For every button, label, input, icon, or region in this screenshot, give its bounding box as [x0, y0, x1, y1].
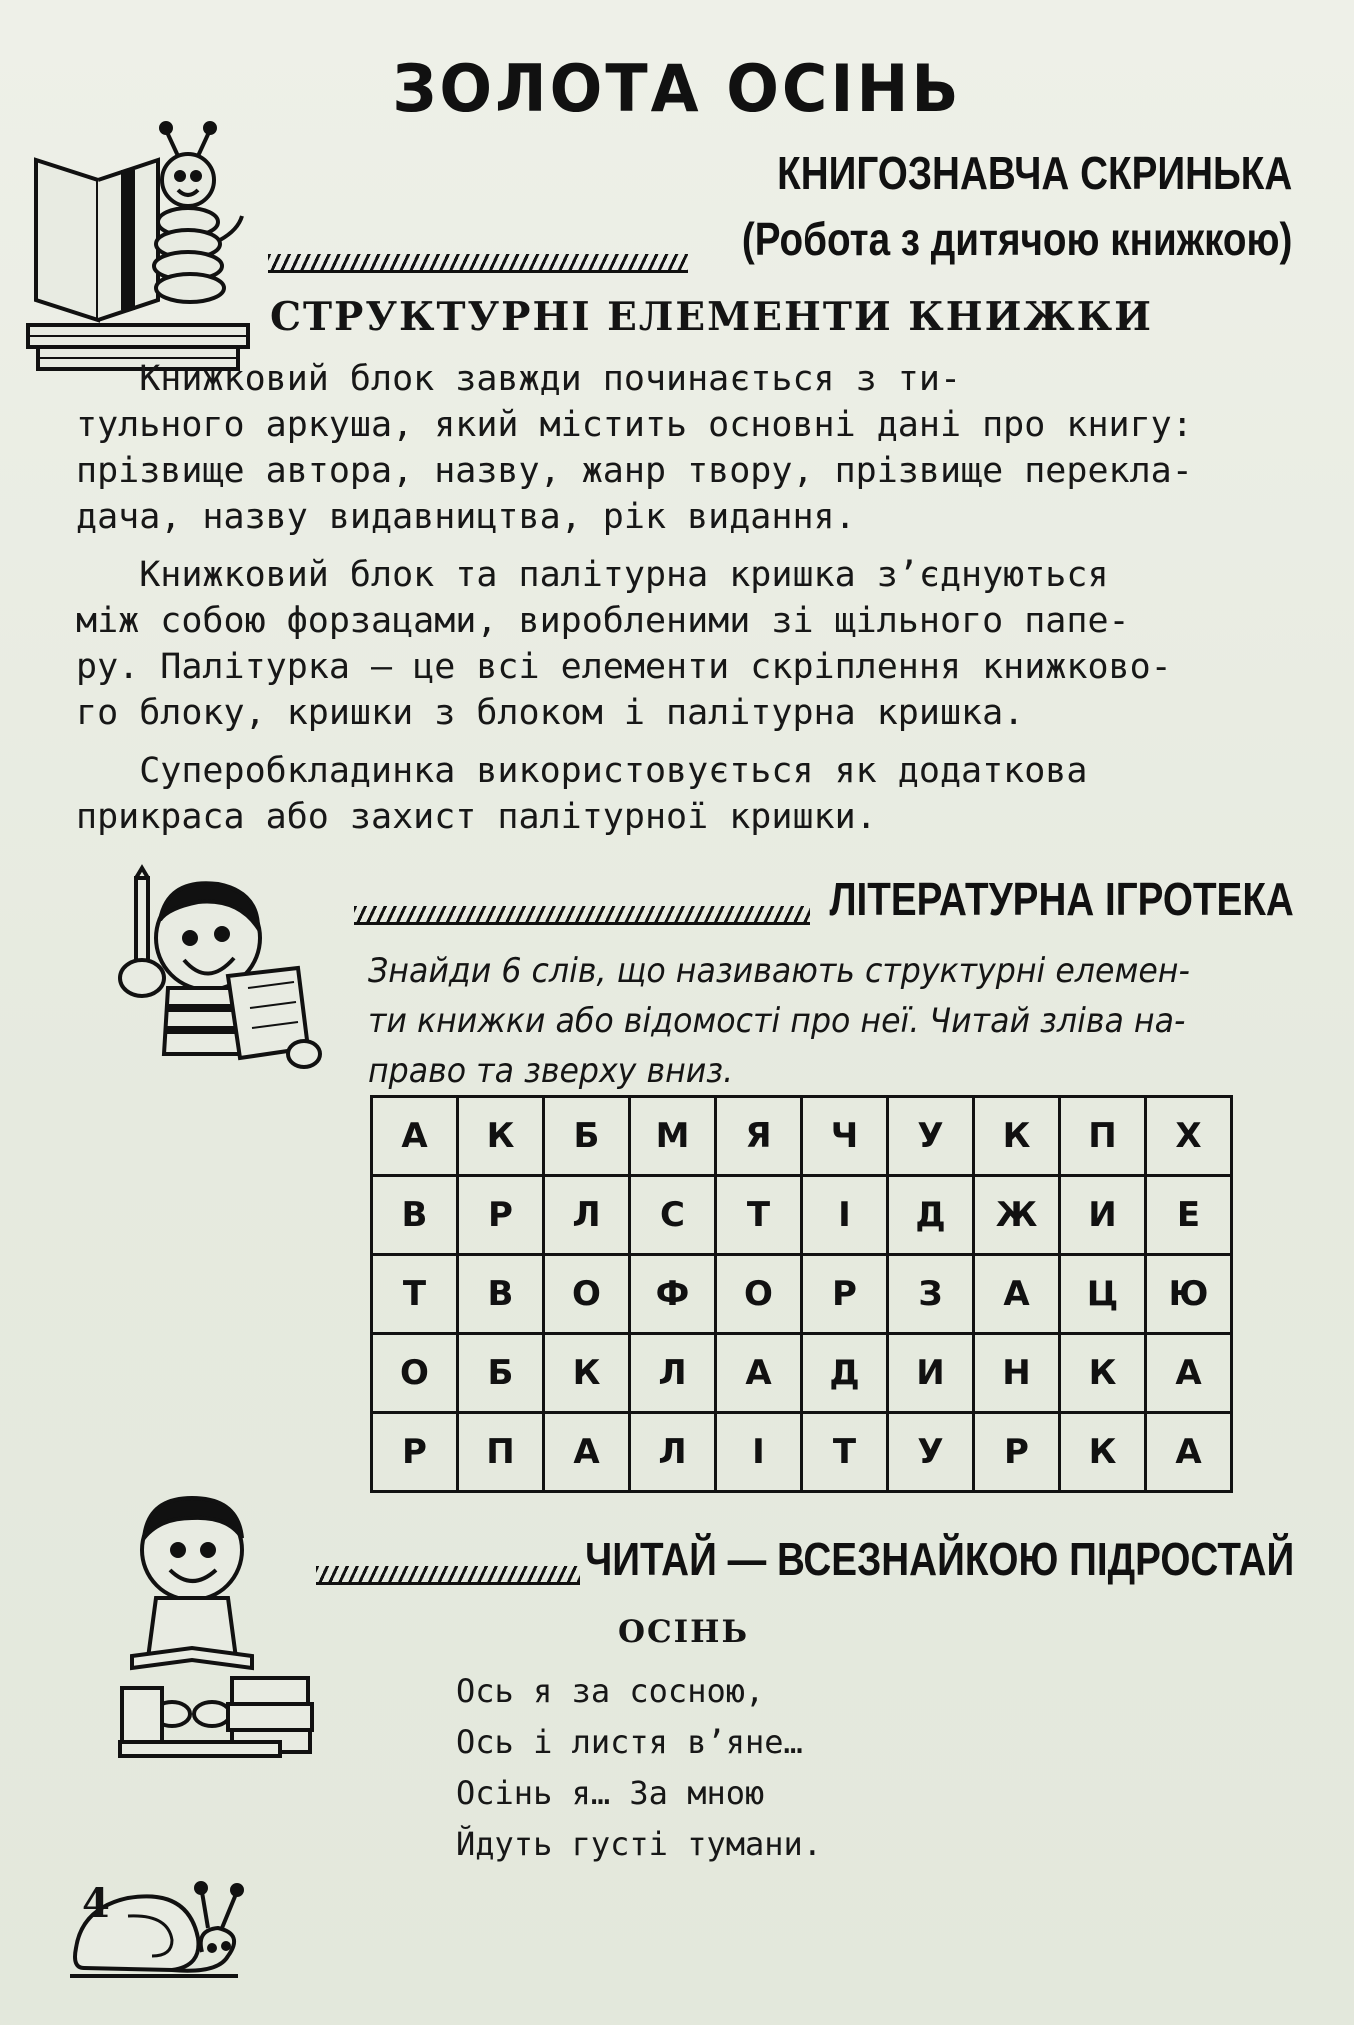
text-line: Знайди 6 слів, що називають структурні елемен- — [368, 951, 1190, 991]
section-subheading: (Робота з дитячою книжкою) — [741, 213, 1292, 265]
grid-cell[interactable]: В — [458, 1255, 544, 1334]
text-line: право та зверху вниз. — [368, 1051, 734, 1091]
grid-cell[interactable]: У — [888, 1097, 974, 1176]
structure-title: СТРУКТУРНІ ЕЛЕМЕНТИ КНИЖКИ — [270, 294, 1153, 340]
text-line: прикраса або захист палітурної кришки. — [76, 797, 877, 837]
grid-cell[interactable]: Л — [630, 1334, 716, 1413]
grid-cell[interactable]: Р — [974, 1413, 1060, 1492]
poem-title: ОСІНЬ — [618, 1614, 750, 1650]
grid-cell[interactable]: Н — [974, 1334, 1060, 1413]
grid-cell[interactable]: З — [888, 1255, 974, 1334]
paragraph-3 — [76, 748, 1296, 840]
grid-cell[interactable]: Т — [372, 1255, 458, 1334]
grid-row — [372, 1176, 1232, 1255]
grid-cell[interactable]: Я — [716, 1097, 802, 1176]
grid-cell[interactable]: Ф — [630, 1255, 716, 1334]
grid-cell[interactable]: К — [1060, 1334, 1146, 1413]
grid-cell[interactable]: О — [716, 1255, 802, 1334]
poem-line: Йдуть густі тумани. — [456, 1825, 823, 1863]
poem-line: Ось і листя в’яне… — [456, 1723, 803, 1761]
section-divider — [268, 254, 688, 273]
page-title: ЗОЛОТА ОСІНЬ — [392, 50, 962, 127]
section-heading-literary-games: ЛІТЕРАТУРНА ІГРОТЕКА — [829, 873, 1294, 925]
grid-cell[interactable]: Ч — [802, 1097, 888, 1176]
grid-cell[interactable]: І — [716, 1413, 802, 1492]
section-heading-book-box: КНИГОЗНАВЧА СКРИНЬКА — [776, 147, 1292, 199]
grid-cell[interactable]: Ю — [1146, 1255, 1232, 1334]
section-divider — [354, 906, 810, 925]
paragraph-1 — [76, 356, 1296, 540]
grid-cell[interactable]: Т — [802, 1413, 888, 1492]
text-line: тульного аркуша, який містить основні дані про книгу: — [76, 405, 1193, 445]
text-line: ти книжки або відомості про неї. Читай зліва на- — [368, 1001, 1186, 1041]
text-line: між собою форзацами, виробленими зі щільного папе- — [76, 601, 1130, 641]
grid-cell[interactable]: І — [802, 1176, 888, 1255]
grid-cell[interactable]: К — [974, 1097, 1060, 1176]
section-divider — [316, 1566, 580, 1585]
grid-cell[interactable]: И — [888, 1334, 974, 1413]
game-task-text — [368, 946, 1233, 1096]
grid-cell[interactable]: А — [372, 1097, 458, 1176]
page-number: 4 — [82, 1880, 110, 1927]
grid-cell[interactable]: О — [372, 1334, 458, 1413]
text-line: Суперобкладинка використовується як додаткова — [76, 751, 1088, 791]
grid-cell[interactable]: Б — [544, 1097, 630, 1176]
grid-cell[interactable]: Л — [544, 1176, 630, 1255]
child-with-pencil-illustration — [108, 868, 328, 1068]
paragraph-2 — [76, 552, 1296, 736]
grid-cell[interactable]: А — [974, 1255, 1060, 1334]
grid-cell[interactable]: О — [544, 1255, 630, 1334]
grid-cell[interactable]: Е — [1146, 1176, 1232, 1255]
grid-cell[interactable]: Х — [1146, 1097, 1232, 1176]
grid-cell[interactable]: П — [1060, 1097, 1146, 1176]
grid-cell[interactable]: И — [1060, 1176, 1146, 1255]
text-line: го блоку, кришки з блоком і палітурна кришка. — [76, 693, 1025, 733]
text-line: ру. Палітурка — це всі елементи скріплення книжково- — [76, 647, 1172, 687]
boy-reading-illustration — [112, 1488, 322, 1758]
grid-cell[interactable]: Р — [802, 1255, 888, 1334]
grid-cell[interactable]: К — [458, 1097, 544, 1176]
grid-cell[interactable]: С — [630, 1176, 716, 1255]
grid-cell[interactable]: Ж — [974, 1176, 1060, 1255]
section-heading-read-grow: ЧИТАЙ — ВСЕЗНАЙКОЮ ПІДРОСТАЙ — [584, 1533, 1294, 1585]
grid-row — [372, 1413, 1232, 1492]
grid-cell[interactable]: Д — [888, 1176, 974, 1255]
grid-cell[interactable]: К — [544, 1334, 630, 1413]
grid-cell[interactable]: А — [1146, 1413, 1232, 1492]
grid-cell[interactable]: Д — [802, 1334, 888, 1413]
grid-cell[interactable]: Л — [630, 1413, 716, 1492]
caterpillar-reading-illustration — [28, 120, 268, 380]
grid-cell[interactable]: М — [630, 1097, 716, 1176]
poem-line: Ось я за сосною, — [456, 1672, 765, 1710]
grid-row — [372, 1097, 1232, 1176]
word-search-grid — [370, 1095, 1233, 1493]
grid-cell[interactable]: Б — [458, 1334, 544, 1413]
grid-row — [372, 1334, 1232, 1413]
text-line: прізвище автора, назву, жанр твору, прізвище перекла- — [76, 451, 1193, 491]
grid-cell[interactable]: У — [888, 1413, 974, 1492]
grid-cell[interactable]: В — [372, 1176, 458, 1255]
grid-cell[interactable]: П — [458, 1413, 544, 1492]
grid-cell[interactable]: А — [1146, 1334, 1232, 1413]
text-line: Книжковий блок та палітурна кришка з’єднуються — [76, 555, 1109, 595]
grid-cell[interactable]: Р — [458, 1176, 544, 1255]
text-line: дача, назву видавництва, рік видання. — [76, 497, 856, 537]
poem-text — [456, 1666, 822, 1870]
grid-cell[interactable]: Т — [716, 1176, 802, 1255]
grid-cell[interactable]: К — [1060, 1413, 1146, 1492]
grid-cell[interactable]: А — [544, 1413, 630, 1492]
grid-cell[interactable]: Ц — [1060, 1255, 1146, 1334]
grid-cell[interactable]: Р — [372, 1413, 458, 1492]
grid-cell[interactable]: А — [716, 1334, 802, 1413]
grid-row — [372, 1255, 1232, 1334]
text-line: Книжковий блок завжди починається з ти- — [76, 359, 962, 399]
poem-line: Осінь я… За мною — [456, 1774, 765, 1812]
